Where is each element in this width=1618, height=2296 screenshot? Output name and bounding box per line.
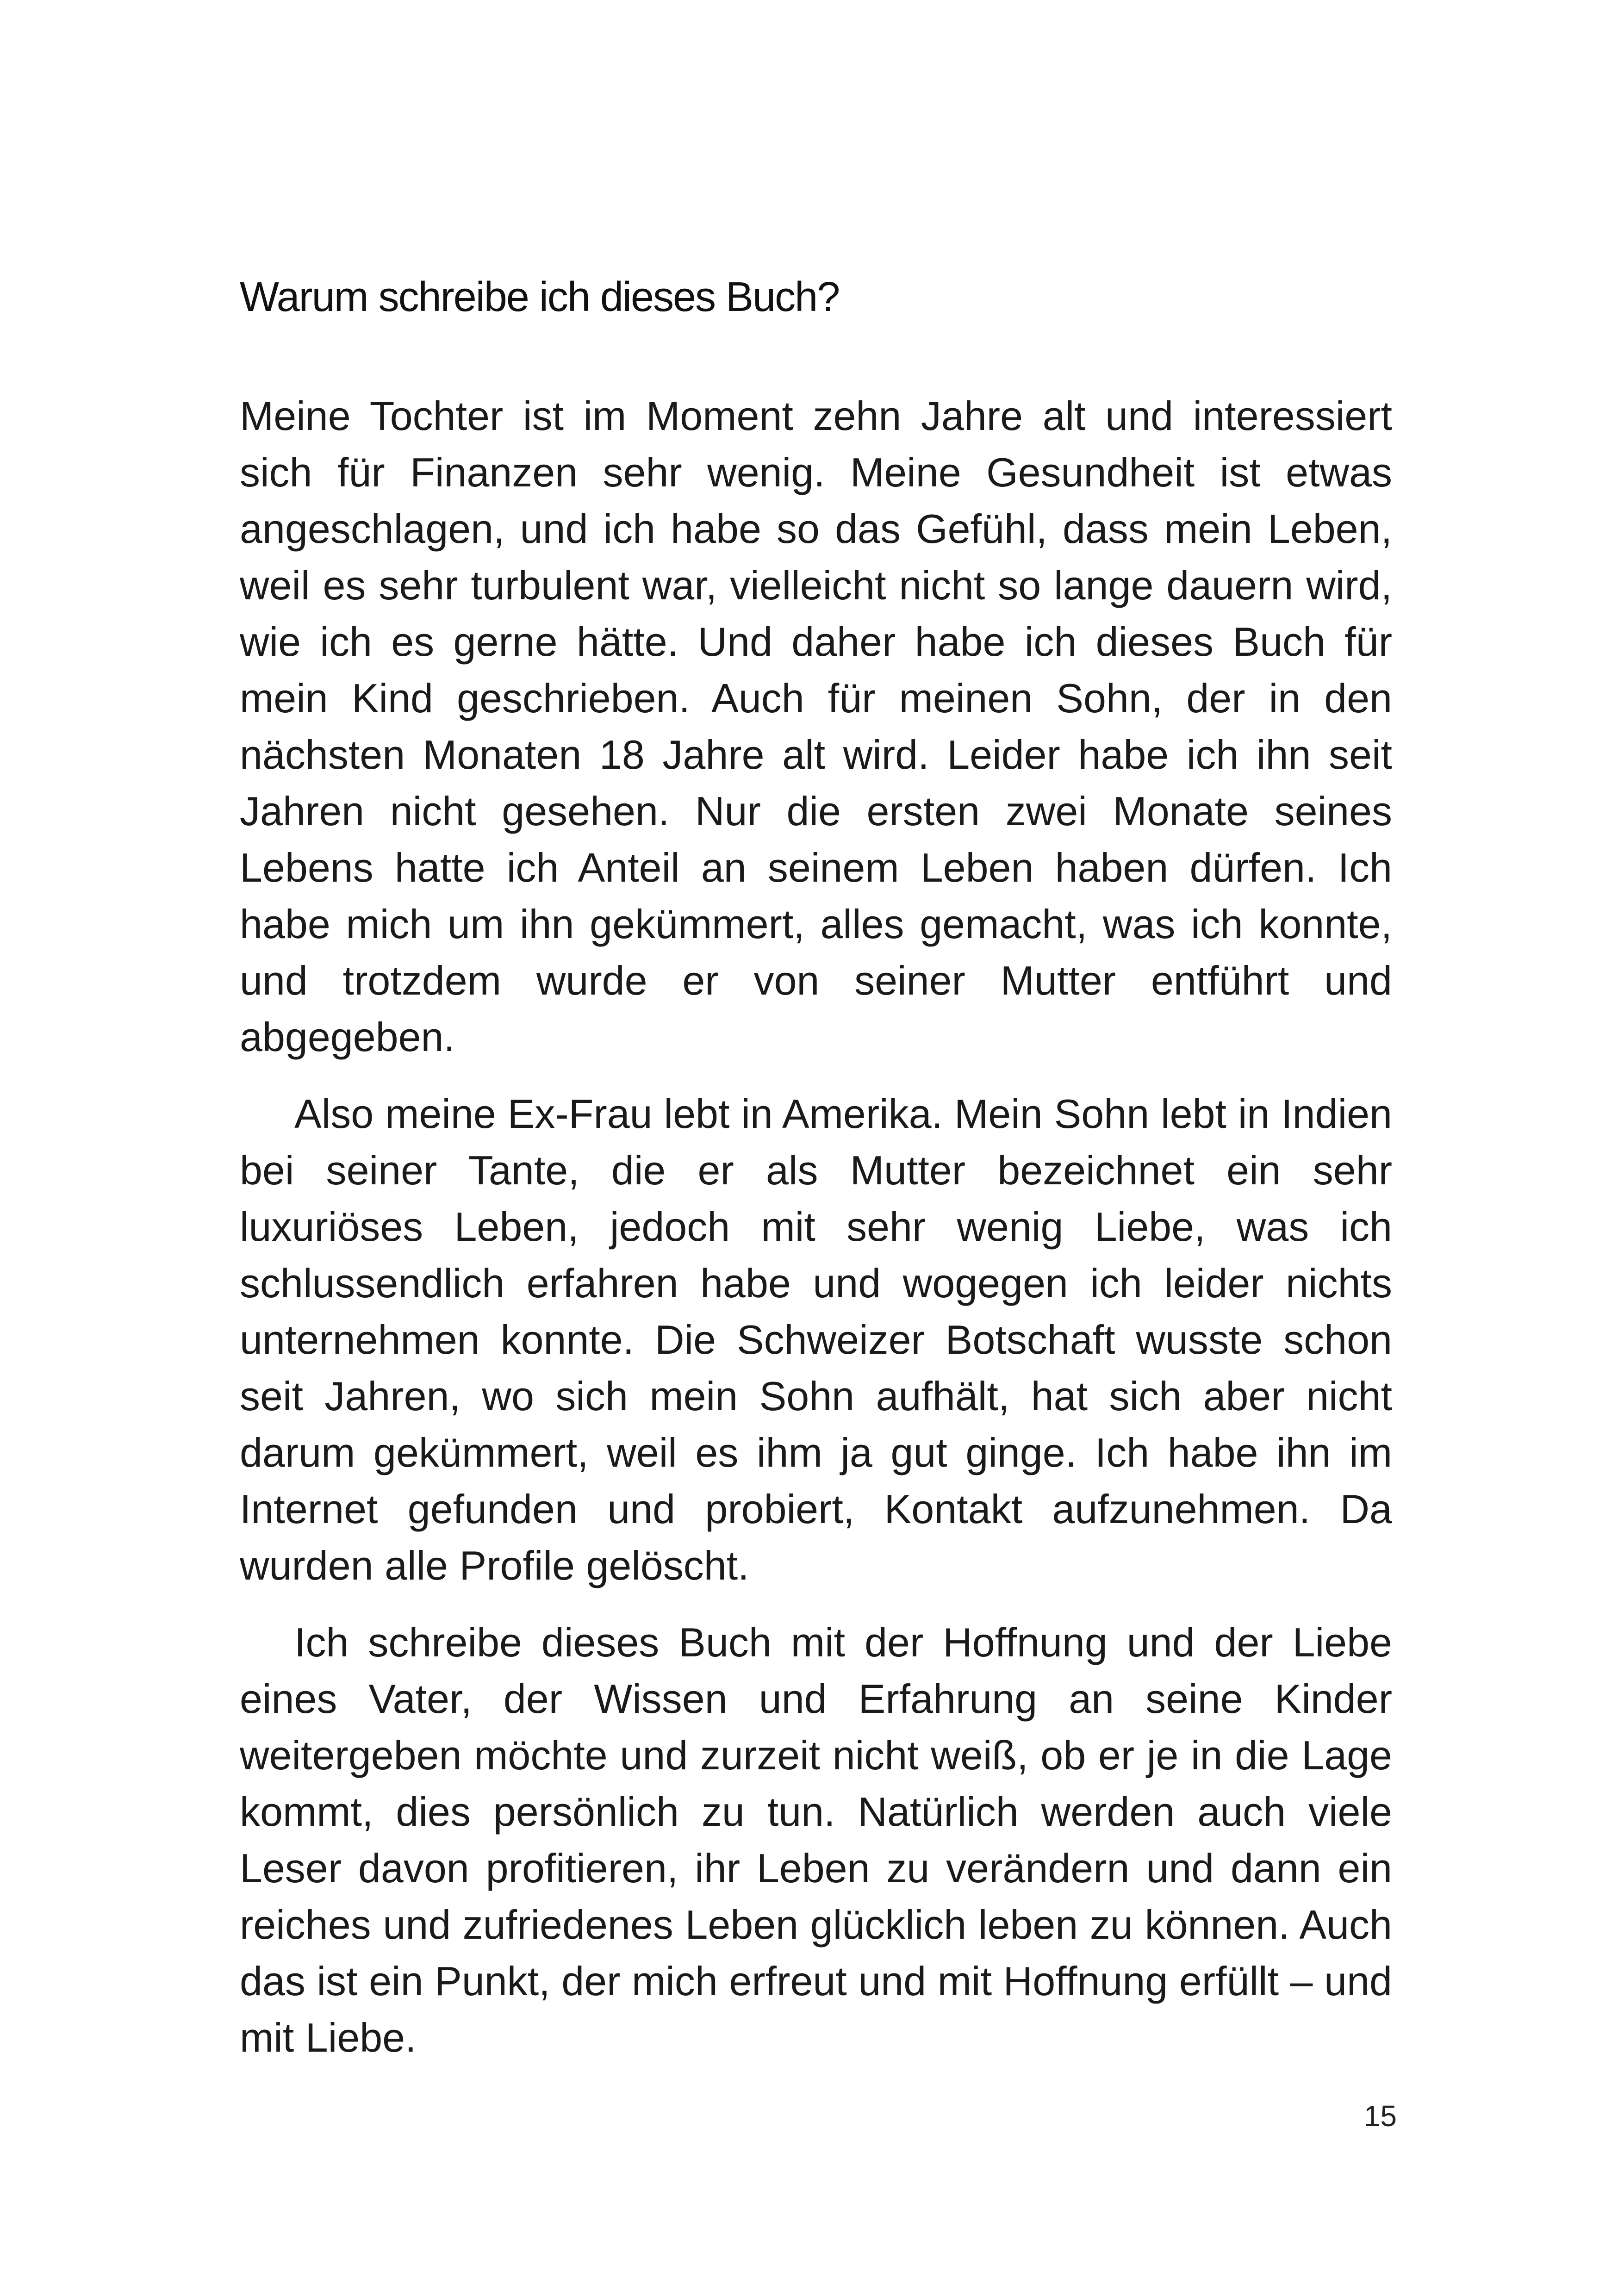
paragraph-1: Meine Tochter ist im Moment zehn Jahre alt und interessiert sich für Finanzen sehr wenig. Meine Gesundheit ist etwas angeschlagen, und ich habe so das Gefühl, dass mein Leben, weil es sehr turbulent war, vielleicht nicht so lange dauern wird, wie ich es gerne hätte. Und daher habe ich dieses Buch für mein Kind geschrieben. Auch für meinen Sohn, der in den nächsten Monaten 18 Jahre alt wird. Leider habe ich ihn seit Jahren nicht gesehen. Nur die ersten zwei Monate seines Lebens hatte ich Anteil an seinem Leben haben dürfen. Ich habe mich um ihn gekümmert, alles gemacht, was ich konnte, und trotzdem wurde er von seiner Mutter entführt und abgegeben. xyxy=(240,393,1392,1060)
body-text xyxy=(240,388,1392,2066)
page-number: 15 xyxy=(1363,2099,1397,2133)
paragraph-2: Also meine Ex-Frau lebt in Amerika. Mein Sohn lebt in Indien bei seiner Tante, die er als Mutter bezeichnet ein sehr luxuriöses Leben, jedoch mit sehr wenig Liebe, was ich schlussendlich erfahren habe und wogegen ich leider nichts unternehmen konnte. Die Schweizer Botschaft wusste schon seit Jahren, wo sich mein Sohn aufhält, hat sich aber nicht darum gekümmert, weil es ihm ja gut ginge. Ich habe ihn im Internet gefunden und probiert, Kontakt aufzunehmen. Da wurden alle Profile gelöscht. xyxy=(240,1091,1392,1588)
paragraph-3: Ich schreibe dieses Buch mit der Hoffnung und der Liebe eines Vater, der Wissen und Erfahrung an seine Kinder weitergeben möchte und zurzeit nicht weiß, ob er je in die Lage kommt, dies persönlich zu tun. Natürlich werden auch viele Leser davon profitieren, ihr Leben zu verändern und dann ein reiches und zufriedenes Leben glücklich leben zu können. Auch das ist ein Punkt, der mich erfreut und mit Hoffnung erfüllt – und mit Liebe. xyxy=(240,1619,1392,2060)
chapter-heading: Warum schreibe ich dieses Buch? xyxy=(240,274,840,320)
